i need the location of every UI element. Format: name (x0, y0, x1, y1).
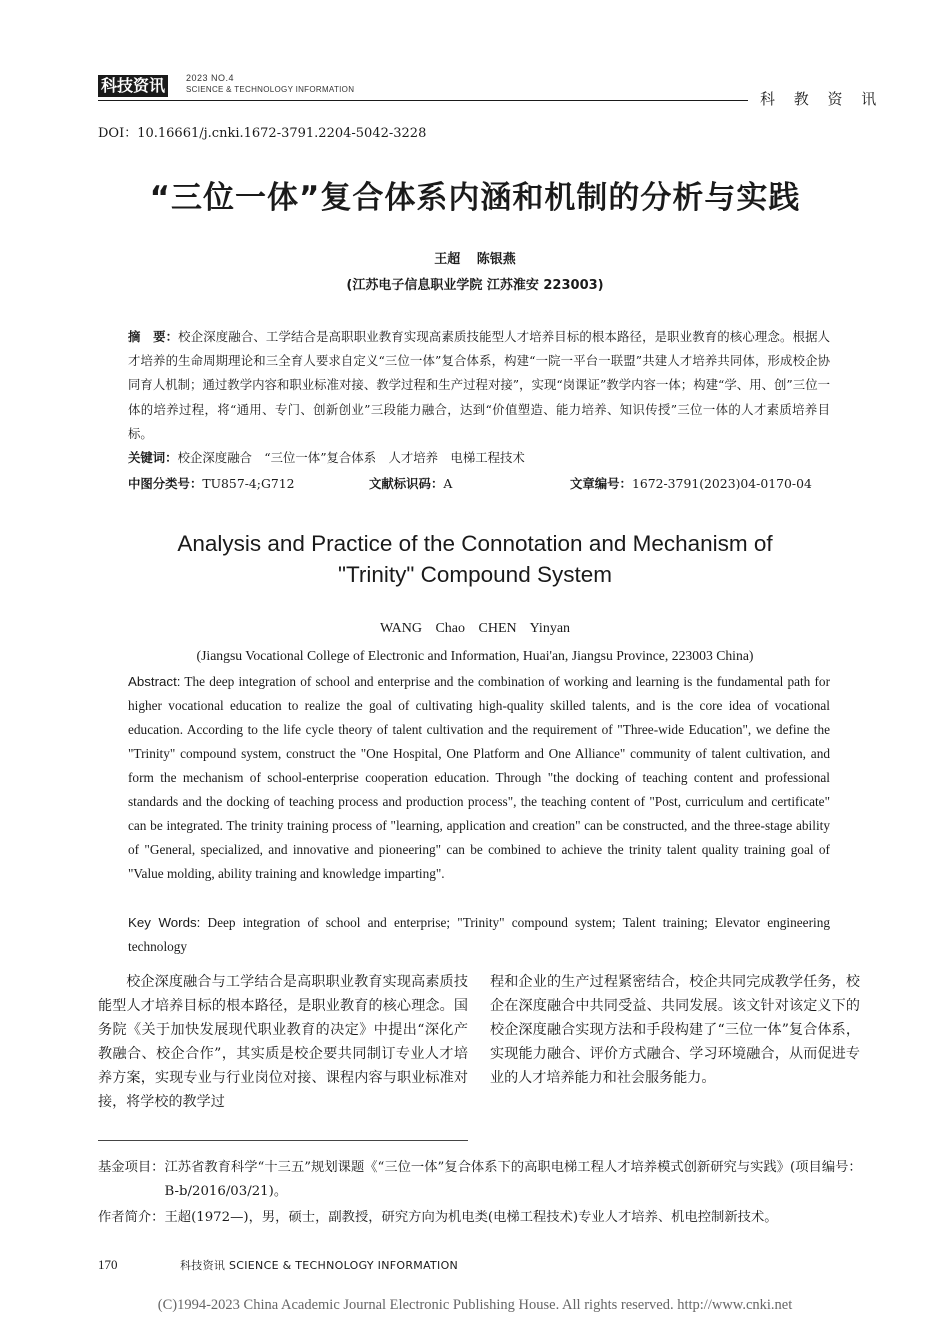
keywords-en-label: Key Words: (128, 915, 201, 930)
page-title-cn: “三位一体”复合体系内涵和机制的分析与实践 (149, 180, 801, 216)
abstract-en-text: The deep integration of school and enterprise and the combination of working and learning is the fundamental path for higher vocational education to realize the goal of cultivating high-quality skilled talents, and is the core idea of vocational education. According to the life cycle theory of talent cultivation and the requirement of "Three-wide Education", we define the "Trinity" compound system, construct the "One Hospital, One Platform and One Alliance" community of talent cultivation, and form the mechanism of school-enterprise cooperation education. Through "the docking of teaching content and professional standards and the docking of teaching process and production process", the teaching content of "Post, curriculum and certificate" can be integrated. The trinity training process of "learning, application and creation" can be constructed, and the three-stage ability of "General, specialized, and innovative and pioneering" can be combined to achieve the trinity talent quality training goal of "Value molding, ability training and knowledge imparting". (128, 674, 830, 881)
authors-en: WANG Chao CHEN Yinyan (379, 621, 571, 636)
footnote-divider (98, 1140, 468, 1141)
journal-logo: 科技资讯 (98, 75, 168, 97)
keywords-cn-label: 关键词： (128, 450, 178, 465)
journal-name-en: SCIENCE & TECHNOLOGY INFORMATION (186, 85, 355, 94)
page-title-en (0, 528, 950, 590)
keywords-cn (128, 446, 830, 470)
clc-label: 中图分类号： (128, 476, 203, 491)
fund-label: 基金项目： (98, 1160, 165, 1175)
doc-value: A (443, 476, 453, 491)
article-number (570, 472, 812, 496)
body-column-right: 程和企业的生产过程紧密结合，校企共同完成教学任务，校企在深度融合中共同受益、共同发展。该文针对该定义下的校企深度融合实现方法和手段构建了“三位一体”复合体系，实现能力融合、评价方式融合、学习环境融合，从而促进专业的人才培养能力和社会服务能力。 (490, 974, 860, 1086)
article-value: 1672-3791(2023)04-0170-04 (631, 476, 812, 491)
footnote-author (98, 1206, 878, 1230)
page-number: 170 (98, 1257, 118, 1272)
title-en-line1: Analysis and Practice of the Connotation and Mechanism of (177, 531, 773, 556)
author-label: 作者简介： (98, 1210, 165, 1225)
abstract-cn (128, 325, 830, 446)
doi: DOI：10.16661/j.cnki.1672-3791.2204-5042-3228 (98, 126, 427, 141)
doc-label: 文献标识码： (369, 476, 444, 491)
header-divider (98, 100, 748, 101)
article-label: 文章编号： (570, 476, 632, 491)
affiliation-en: (Jiangsu Vocational College of Electronic and Information, Huai'an, Jiangsu Province, 223003 China) (196, 648, 754, 663)
body-column-left: 校企深度融合与工学结合是高职职业教育实现高素质技能型人才培养目标的根本路径，是职业教育的核心理念。国务院《关于加快发展现代职业教育的决定》中提出“深化产教融合、校企合作”，其实质是校企要共同制订专业人才培养方案，实现专业与行业岗位对接、课程内容与职业标准对接，将学校的教学过 (98, 974, 468, 1110)
clc-value: TU857-4;G712 (202, 476, 295, 491)
section-label: 科 教 资 讯 (760, 90, 884, 108)
footer-journal-name: 科技资讯 SCIENCE & TECHNOLOGY INFORMATION (180, 1259, 459, 1272)
footnote-fund (98, 1156, 863, 1204)
authors-cn: 王超 陈银燕 (434, 252, 516, 267)
abstract-en (128, 670, 830, 886)
fund-text: 江苏省教育科学“十三五”规划课题《“三位一体”复合体系下的高职电梯工程人才培养模式创新研究与实践》(项目编号：B-b/2016/03/21)。 (164, 1160, 862, 1199)
clc-number (128, 472, 295, 496)
author-text: 王超(1972—)，男，硕士，副教授，研究方向为机电类(电梯工程技术)专业人才培养、机电控制新技术。 (164, 1210, 778, 1225)
keywords-en (128, 911, 830, 959)
abstract-en-label: Abstract: (128, 674, 181, 689)
abstract-cn-text: 校企深度融合、工学结合是高职职业教育实现高素质技能型人才培养目标的根本路径，是职业教育的核心理念。根据人才培养的生命周期理论和三全育人要求自定义“三位一体”复合体系，构建“一院一平台一联盟”共建人才培养共同体，形成校企协同育人机制；通过教学内容和职业标准对接、教学过程和生产过程对接”，实现“岗课证”教学内容一体；构建“学、用、创”三位一体的培养过程，将“通用、专门、创新创业”三段能力融合，达到“价值塑造、能力培养、知识传授”三位一体的人才素质培养目标。 (128, 329, 831, 441)
affiliation-cn: (江苏电子信息职业学院 江苏淮安 223003) (346, 278, 604, 293)
keywords-en-text: Deep integration of school and enterprise; "Trinity" compound system; Talent training; Elevator engineering technology (128, 915, 830, 954)
issue-number: 2023 NO.4 (186, 73, 235, 83)
keywords-cn-text: 校企深度融合 “三位一体”复合体系 人才培养 电梯工程技术 (177, 450, 525, 465)
abstract-cn-label: 摘 要： (128, 329, 179, 344)
copyright-notice: (C)1994-2023 China Academic Journal Electronic Publishing House. All rights reserved. http://www.cnki.net (157, 1297, 793, 1313)
title-en-line2: "Trinity" Compound System (338, 562, 612, 587)
document-code (369, 472, 452, 496)
